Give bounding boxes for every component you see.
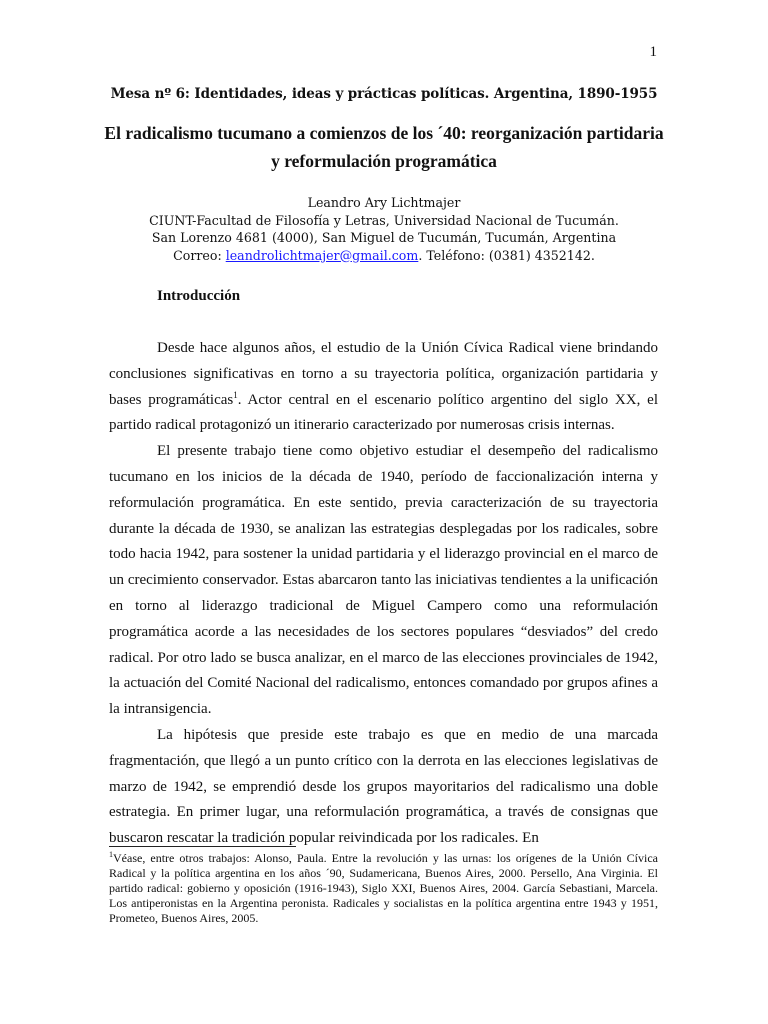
email-link[interactable]: leandrolichtmajer@gmail.com (225, 247, 419, 263)
footnote-text: Véase, entre otros trabajos: Alonso, Paula. Entre la revolución y las urnas: los orígenes de la Unión Cívica Radical y la política argentina en los años ´90, Sudamericana, Buenos Aires, 2000. Persello, Ana Virginia. El partido radical: gobierno y oposición (1916-1943), Siglo XXI, Buenos Aires, 2004. García Sebastiani, Marcela. Los antiperonistas en la Argentina peronista. Radicales y socialistas en la política argentina entre 1943 y 1951, Prometeo, Buenos Aires, 2005. (109, 851, 658, 925)
body-text (109, 336, 658, 852)
author-address: San Lorenzo 4681 (4000), San Miguel de Tucumán, Tucumán, Argentina (151, 230, 617, 245)
page-number: 1 (649, 44, 657, 60)
paragraph-3: La hipótesis que preside este trabajo es que en medio de una marcada fragmentación, que llegó a un punto crítico con la derrota en las elecciones legislativas de marzo de 1942, se emprendió desde los grupos mayoritarios del radicalismo una doble estrategia. En primer lugar, una reformulación programática, a través de consignas que buscaron rescatar la tradición popular reivindicada por los radicales. En (109, 726, 658, 847)
author-contact (0, 247, 768, 265)
footnote-marker: 1 (109, 850, 113, 859)
footnote-reference[interactable]: 1 (233, 389, 238, 400)
section-heading: Introducción (157, 288, 241, 304)
paragraph-1-text: Desde hace algunos años, el estudio de la Unión Cívica Radical viene brindando conclusiones significativas en torno a su trayectoria política, organización partidaria y bases programáticas (109, 340, 658, 408)
author-block (0, 194, 768, 264)
paragraph-1 (109, 336, 658, 439)
contact-suffix: . Teléfono: (0381) 4352142. (418, 247, 595, 263)
paragraph-2: El presente trabajo tiene como objetivo estudiar el desempeño del radicalismo tucumano en los inicios de la década de 1940, período de faccionalización interna y reformulación programática. En este sentido, previa caracterización de su trayectoria durante la década de 1930, se analizan las estrategias desplegadas por los radicales, sobre todo hacia 1942, para sostener la unidad partidaria y el liderazgo provincial en el marco de un crecimiento conservador. Estas abarcaron tanto las iniciativas tendientes a la unificación en torno al liderazgo tradicional de Miguel Campero como una reformulación programática acorde a las necesidades de los sectores populares “desviados” del credo radical. Por otro lado se busca analizar, en el marco de las elecciones provinciales de 1942, la actuación del Comité Nacional del radicalismo, entonces comandado por grupos afines a la intransigencia. (109, 443, 658, 718)
conference-session: Mesa nº 6: Identidades, ideas y prácticas políticas. Argentina, 1890-1955 (110, 86, 658, 102)
paragraph-1-text-continued: . Actor central en el escenario político argentino del siglo XX, el partido radical protagonizó un itinerario caracterizado por numerosas crisis internas. (109, 391, 659, 434)
footnote-separator (109, 846, 296, 847)
author-name: Leandro Ary Lichtmajer (307, 195, 461, 210)
footnote (109, 851, 658, 926)
paper-title: El radicalismo tucumano a comienzos de los ´40: reorganización partidaria y reformulación programática (104, 123, 664, 171)
author-affiliation: CIUNT-Facultad de Filosofía y Letras, Universidad Nacional de Tucumán. (149, 212, 619, 228)
contact-prefix: Correo: (173, 247, 226, 263)
